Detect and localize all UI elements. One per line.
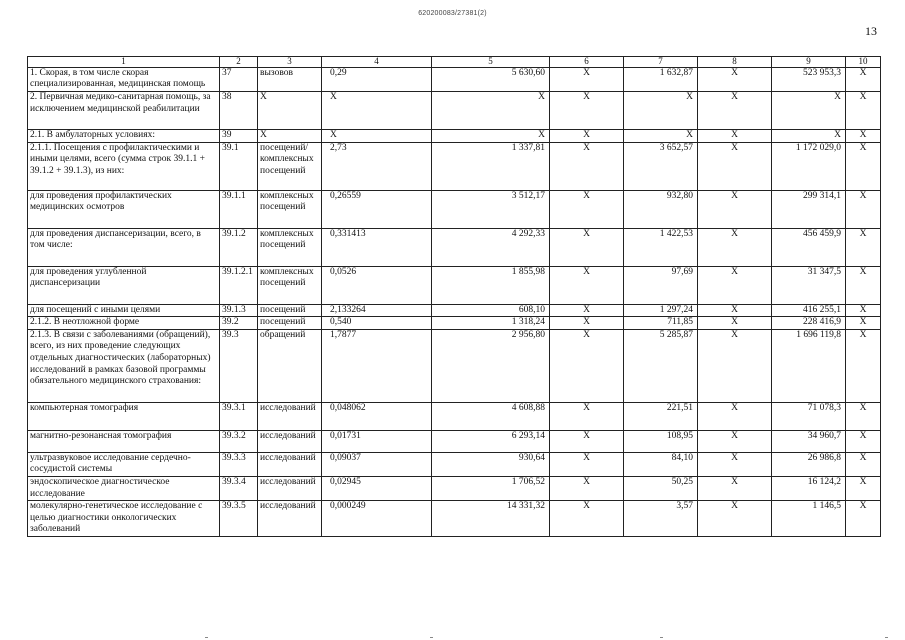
- cell-col6: X: [550, 402, 624, 430]
- table-row: [28, 304, 881, 317]
- cell-col5: X: [432, 130, 550, 143]
- cell-col9: X: [772, 92, 846, 130]
- row-name: для проведения углубленной диспансеризации: [28, 266, 220, 304]
- data-table: [27, 56, 881, 537]
- row-line-code: 37: [220, 67, 258, 91]
- row-line-code: 39.3: [220, 329, 258, 402]
- cell-col8: X: [698, 92, 772, 130]
- cell-col5: 1 337,81: [432, 142, 550, 190]
- cell-col10: X: [846, 317, 881, 330]
- cell-col10: X: [846, 452, 881, 476]
- cell-col8: X: [698, 190, 772, 228]
- table-row: [28, 329, 881, 402]
- column-number: 2: [220, 57, 258, 68]
- cell-col5: 608,10: [432, 304, 550, 317]
- row-name: 2.1. В амбулаторных условиях:: [28, 130, 220, 143]
- row-name: эндоскопическое диагностическое исследование: [28, 476, 220, 500]
- cell-col7: 3,57: [624, 501, 698, 537]
- cell-col5: 1 318,24: [432, 317, 550, 330]
- cell-col10: X: [846, 501, 881, 537]
- row-unit: посещений: [258, 304, 322, 317]
- cell-col4: 0,01731: [322, 430, 432, 452]
- row-line-code: 39.1.3: [220, 304, 258, 317]
- cell-col10: X: [846, 142, 881, 190]
- row-name: компьютерная томография: [28, 402, 220, 430]
- row-unit: комплексных посещений: [258, 228, 322, 266]
- cell-col7: 84,10: [624, 452, 698, 476]
- row-unit: вызовов: [258, 67, 322, 91]
- row-name: 1. Скорая, в том числе скорая специализированная, медицинская помощь: [28, 67, 220, 91]
- row-line-code: 39.3.2: [220, 430, 258, 452]
- cell-col5: 2 956,80: [432, 329, 550, 402]
- cell-col5: 4 608,88: [432, 402, 550, 430]
- row-name: для посещений с иными целями: [28, 304, 220, 317]
- cell-col8: X: [698, 317, 772, 330]
- cell-col8: X: [698, 501, 772, 537]
- table-row: [28, 476, 881, 500]
- row-line-code: 39.1.2.1: [220, 266, 258, 304]
- cell-col9: X: [772, 130, 846, 143]
- row-line-code: 38: [220, 92, 258, 130]
- column-number: 3: [258, 57, 322, 68]
- row-name: для проведения профилактических медицинских осмотров: [28, 190, 220, 228]
- cell-col10: X: [846, 430, 881, 452]
- cell-col6: X: [550, 130, 624, 143]
- cell-col9: 1 146,5: [772, 501, 846, 537]
- cell-col4: 1,7877: [322, 329, 432, 402]
- cell-col4: X: [322, 92, 432, 130]
- row-name: 2.1.1. Посещения с профилактическими и иными целями, всего (сумма строк 39.1.1 + 39.1.2 + 39.1.3), из них:: [28, 142, 220, 190]
- column-number: 10: [846, 57, 881, 68]
- cell-col7: 108,95: [624, 430, 698, 452]
- cell-col6: X: [550, 476, 624, 500]
- cell-col7: X: [624, 92, 698, 130]
- column-number: 5: [432, 57, 550, 68]
- row-unit: исследований: [258, 476, 322, 500]
- cell-col9: 456 459,9: [772, 228, 846, 266]
- row-name: магнитно-резонансная томография: [28, 430, 220, 452]
- column-number: 1: [28, 57, 220, 68]
- cell-col8: X: [698, 452, 772, 476]
- cell-col7: 50,25: [624, 476, 698, 500]
- cell-col4: X: [322, 130, 432, 143]
- cell-col6: X: [550, 329, 624, 402]
- cell-col6: X: [550, 67, 624, 91]
- cell-col9: 16 124,2: [772, 476, 846, 500]
- cell-col10: X: [846, 228, 881, 266]
- cell-col4: 0,000249: [322, 501, 432, 537]
- row-unit: посещений: [258, 317, 322, 330]
- row-unit: исследований: [258, 402, 322, 430]
- cell-col6: X: [550, 92, 624, 130]
- cell-col8: X: [698, 402, 772, 430]
- cell-col6: X: [550, 142, 624, 190]
- cell-col9: 31 347,5: [772, 266, 846, 304]
- cell-col6: X: [550, 228, 624, 266]
- cell-col8: X: [698, 430, 772, 452]
- cell-col10: X: [846, 402, 881, 430]
- row-name: 2. Первичная медико-санитарная помощь, за исключением медицинской реабилитации: [28, 92, 220, 130]
- cell-col9: 228 416,9: [772, 317, 846, 330]
- cell-col5: 5 630,60: [432, 67, 550, 91]
- cell-col9: 26 986,8: [772, 452, 846, 476]
- cell-col5: 14 331,32: [432, 501, 550, 537]
- cell-col9: 299 314,1: [772, 190, 846, 228]
- cell-col9: 523 953,3: [772, 67, 846, 91]
- table-row: [28, 266, 881, 304]
- row-unit: исследований: [258, 452, 322, 476]
- row-line-code: 39.3.5: [220, 501, 258, 537]
- cell-col4: 0,540: [322, 317, 432, 330]
- cell-col8: X: [698, 67, 772, 91]
- cell-col8: X: [698, 142, 772, 190]
- cell-col8: X: [698, 329, 772, 402]
- row-name: молекулярно-генетическое исследование с целью диагностики онкологических заболеваний: [28, 501, 220, 537]
- table-row: [28, 452, 881, 476]
- row-line-code: 39: [220, 130, 258, 143]
- cell-col7: 711,85: [624, 317, 698, 330]
- column-number: 9: [772, 57, 846, 68]
- row-line-code: 39.3.4: [220, 476, 258, 500]
- cell-col6: X: [550, 266, 624, 304]
- cell-col5: 1 855,98: [432, 266, 550, 304]
- cell-col6: X: [550, 317, 624, 330]
- row-line-code: 39.2: [220, 317, 258, 330]
- table-row: [28, 228, 881, 266]
- row-line-code: 39.1: [220, 142, 258, 190]
- cell-col5: 930,64: [432, 452, 550, 476]
- cell-col7: X: [624, 130, 698, 143]
- row-name: ультразвуковое исследование сердечно-сосудистой системы: [28, 452, 220, 476]
- cell-col8: X: [698, 228, 772, 266]
- cell-col7: 1 632,87: [624, 67, 698, 91]
- row-unit: комплексных посещений: [258, 190, 322, 228]
- cell-col10: X: [846, 67, 881, 91]
- cell-col9: 1 172 029,0: [772, 142, 846, 190]
- table-row: [28, 92, 881, 130]
- cell-col4: 0,26559: [322, 190, 432, 228]
- document-id: 620200083/27381(2): [418, 10, 487, 17]
- row-line-code: 39.3.1: [220, 402, 258, 430]
- cell-col4: 0,0526: [322, 266, 432, 304]
- cell-col4: 0,29: [322, 67, 432, 91]
- cell-col6: X: [550, 501, 624, 537]
- cell-col10: X: [846, 190, 881, 228]
- cell-col5: X: [432, 92, 550, 130]
- cell-col4: 2,133264: [322, 304, 432, 317]
- cell-col4: 0,09037: [322, 452, 432, 476]
- table-row: [28, 317, 881, 330]
- row-unit: исследований: [258, 501, 322, 537]
- cell-col9: 71 078,3: [772, 402, 846, 430]
- row-name: 2.1.3. В связи с заболеваниями (обращений), всего, из них проведение следующих отдельных диагностических (лабораторных) исследований в рамках базовой программы обязательного медицинского страхования:: [28, 329, 220, 402]
- cell-col4: 2,73: [322, 142, 432, 190]
- cell-col8: X: [698, 476, 772, 500]
- cell-col10: X: [846, 266, 881, 304]
- table-row: [28, 501, 881, 537]
- row-line-code: 39.3.3: [220, 452, 258, 476]
- row-unit: X: [258, 130, 322, 143]
- cell-col5: 3 512,17: [432, 190, 550, 228]
- cell-col9: 34 960,7: [772, 430, 846, 452]
- table-row: [28, 402, 881, 430]
- row-line-code: 39.1.2: [220, 228, 258, 266]
- cell-col6: X: [550, 430, 624, 452]
- cell-col8: X: [698, 130, 772, 143]
- cell-col6: X: [550, 452, 624, 476]
- cell-col5: 4 292,33: [432, 228, 550, 266]
- cell-col10: X: [846, 92, 881, 130]
- column-number: 8: [698, 57, 772, 68]
- row-name: 2.1.2. В неотложной форме: [28, 317, 220, 330]
- table-row: [28, 430, 881, 452]
- column-number: 7: [624, 57, 698, 68]
- row-unit: обращений: [258, 329, 322, 402]
- cell-col5: 1 706,52: [432, 476, 550, 500]
- cell-col7: 221,51: [624, 402, 698, 430]
- page-number: 13: [865, 24, 877, 38]
- row-unit: посещений/ комплексных посещений: [258, 142, 322, 190]
- cell-col9: 1 696 119,8: [772, 329, 846, 402]
- cell-col4: 0,048062: [322, 402, 432, 430]
- row-line-code: 39.1.1: [220, 190, 258, 228]
- cell-col8: X: [698, 304, 772, 317]
- table-row: [28, 190, 881, 228]
- cell-col8: X: [698, 266, 772, 304]
- table-row: [28, 67, 881, 91]
- row-unit: комплексных посещений: [258, 266, 322, 304]
- cell-col4: 0,02945: [322, 476, 432, 500]
- row-unit: исследований: [258, 430, 322, 452]
- column-number-row: [28, 57, 881, 68]
- cell-col9: 416 255,1: [772, 304, 846, 317]
- table-row: [28, 130, 881, 143]
- row-unit: X: [258, 92, 322, 130]
- cell-col10: X: [846, 476, 881, 500]
- cell-col5: 6 293,14: [432, 430, 550, 452]
- row-name: для проведения диспансеризации, всего, в том числе:: [28, 228, 220, 266]
- cell-col6: X: [550, 190, 624, 228]
- cell-col6: X: [550, 304, 624, 317]
- cell-col7: 5 285,87: [624, 329, 698, 402]
- cell-col10: X: [846, 329, 881, 402]
- cell-col10: X: [846, 304, 881, 317]
- cell-col7: 1 297,24: [624, 304, 698, 317]
- table-row: [28, 142, 881, 190]
- column-number: 4: [322, 57, 432, 68]
- cell-col7: 97,69: [624, 266, 698, 304]
- column-number: 6: [550, 57, 624, 68]
- cell-col7: 932,80: [624, 190, 698, 228]
- cell-col4: 0,331413: [322, 228, 432, 266]
- cell-col7: 1 422,53: [624, 228, 698, 266]
- cell-col10: X: [846, 130, 881, 143]
- cell-col7: 3 652,57: [624, 142, 698, 190]
